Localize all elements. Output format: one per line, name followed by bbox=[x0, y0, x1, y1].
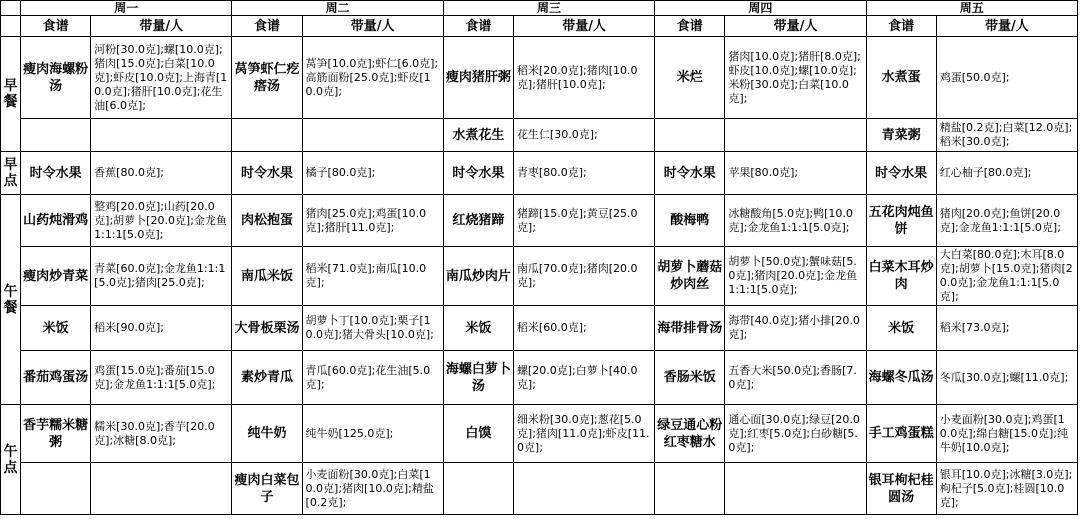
dish-amount: 整鸡[20.0克];山药[20.0克];胡萝卜[20.0克];金龙鱼1:1:1[5.0克]; bbox=[91, 195, 232, 247]
dish-header: 食谱 bbox=[21, 16, 91, 37]
dish-amount bbox=[725, 119, 866, 152]
period-label: 早 bbox=[3, 78, 18, 94]
period-label: 餐 bbox=[3, 94, 18, 110]
amount-header: 带量/人 bbox=[302, 16, 443, 37]
dish-amount: 胡萝卜丁[10.0克];栗子[10.0克];猪大骨头[10.0克]; bbox=[302, 306, 443, 351]
day-wednesday: 周三 bbox=[443, 1, 654, 16]
dish-amount: 青瓜[60.0克];花生油[5.0克]; bbox=[302, 351, 443, 405]
dish-name bbox=[21, 119, 91, 152]
dish-amount: 通心面[30.0克];绿豆[20.0克];红枣[5.0克];白砂糖[5.0克]; bbox=[725, 405, 866, 463]
dish-name: 红烧猪蹄 bbox=[443, 195, 513, 247]
dish-name: 时令水果 bbox=[655, 152, 725, 195]
dish-name: 瘦肉白菜包子 bbox=[232, 463, 302, 515]
dish-amount: 螺[20.0克];白萝卜[40.0克]; bbox=[513, 351, 654, 405]
dish-name: 米饭 bbox=[21, 306, 91, 351]
period-label: 午 bbox=[3, 283, 18, 300]
dish-amount: 青枣[80.0克]; bbox=[513, 152, 654, 195]
dish-amount: 猪肉[20.0克];鱼饼[20.0克];金龙鱼1:1:1[5.0克]; bbox=[936, 195, 1077, 247]
column-header-row bbox=[1, 16, 1078, 37]
amount-header: 带量/人 bbox=[513, 16, 654, 37]
dish-amount: 莴笋[10.0克];虾仁[6.0克];高筋面粉[25.0克];虾皮[10.0克]; bbox=[302, 37, 443, 119]
dish-header: 食谱 bbox=[443, 16, 513, 37]
dish-amount: 冬瓜[30.0克];螺[11.0克]; bbox=[936, 351, 1077, 405]
dish-amount: 鸡蛋[15.0克];番茄[15.0克];金龙鱼1:1:1[5.0克]; bbox=[91, 351, 232, 405]
period-morning-snack bbox=[1, 152, 21, 195]
dish-name: 手工鸡蛋糕 bbox=[866, 405, 936, 463]
dish-name: 山药炖滑鸡 bbox=[21, 195, 91, 247]
dish-name: 米烂 bbox=[655, 37, 725, 119]
dish-name bbox=[21, 463, 91, 515]
dish-amount: 稻米[73.0克]; bbox=[936, 306, 1077, 351]
dish-amount: 稻米[20.0克];猪肉[10.0克];猪肝[10.0克]; bbox=[513, 37, 654, 119]
dish-name: 时令水果 bbox=[443, 152, 513, 195]
corner-cell bbox=[1, 1, 21, 16]
dish-name: 白馍 bbox=[443, 405, 513, 463]
period-afternoon-snack bbox=[1, 405, 21, 515]
dish-amount: 纯牛奶[125.0克]; bbox=[302, 405, 443, 463]
dish-amount: 稻米[90.0克]; bbox=[91, 306, 232, 351]
dish-name: 瘦肉猪肝粥 bbox=[443, 37, 513, 119]
dish-amount: 五香大米[50.0克];香肠[7.0克]; bbox=[725, 351, 866, 405]
dish-amount: 橘子[80.0克]; bbox=[302, 152, 443, 195]
amount-header: 带量/人 bbox=[91, 16, 232, 37]
dish-name: 南瓜炒肉片 bbox=[443, 247, 513, 306]
dish-amount: 细米粉[30.0克];葱花[5.0克];猪肉[11.0克];虾皮[11.0克]; bbox=[513, 405, 654, 463]
day-tuesday: 周二 bbox=[232, 1, 443, 16]
dish-amount: 鸡蛋[50.0克]; bbox=[936, 37, 1077, 119]
dish-name: 海带排骨汤 bbox=[655, 306, 725, 351]
dish-name: 南瓜米饭 bbox=[232, 247, 302, 306]
dish-amount: 银耳[10.0克];冰糖[3.0克];枸杞子[5.0克];桂圆[10.0克]; bbox=[936, 463, 1077, 515]
dish-name bbox=[443, 463, 513, 515]
dish-amount: 香蕉[80.0克]; bbox=[91, 152, 232, 195]
dish-amount: 小麦面粉[30.0克];白菜[10.0克];猪肉[10.0克];精盐[0.2克]; bbox=[302, 463, 443, 515]
dish-amount: 冰糖酸角[5.0克];鸭[10.0克];金龙鱼1:1:1[5.0克]; bbox=[725, 195, 866, 247]
dish-name: 时令水果 bbox=[866, 152, 936, 195]
table-row bbox=[1, 152, 1078, 195]
dish-amount: 猪蹄[15.0克];黄豆[25.0克]; bbox=[513, 195, 654, 247]
table-row bbox=[1, 247, 1078, 306]
amount-header: 带量/人 bbox=[725, 16, 866, 37]
dish-amount bbox=[725, 463, 866, 515]
dish-name: 绿豆通心粉红枣糖水 bbox=[655, 405, 725, 463]
dish-name: 莴笋虾仁疙瘩汤 bbox=[232, 37, 302, 119]
table-row bbox=[1, 351, 1078, 405]
dish-name: 纯牛奶 bbox=[232, 405, 302, 463]
dish-amount: 花生仁[30.0克]; bbox=[513, 119, 654, 152]
dish-name: 番茄鸡蛋汤 bbox=[21, 351, 91, 405]
dish-amount: 猪肉[10.0克];猪肝[8.0克];虾皮[10.0克];螺[10.0克];米粉[30.0克];白菜[10.0克]; bbox=[725, 37, 866, 119]
dish-amount: 小麦面粉[30.0克];鸡蛋[10.0克];绵白糖[15.0克];纯牛奶[10.0克]; bbox=[936, 405, 1077, 463]
dish-amount: 稻米[60.0克]; bbox=[513, 306, 654, 351]
corner-cell bbox=[1, 16, 21, 37]
dish-name: 五花肉炖鱼饼 bbox=[866, 195, 936, 247]
day-thursday: 周四 bbox=[655, 1, 866, 16]
period-label: 早 bbox=[3, 157, 18, 173]
period-label: 餐 bbox=[3, 299, 18, 316]
period-label: 点 bbox=[3, 459, 18, 476]
dish-name: 白菜木耳炒肉 bbox=[866, 247, 936, 306]
dish-amount: 南瓜[70.0克];猪肉[20.0克]; bbox=[513, 247, 654, 306]
dish-name bbox=[232, 119, 302, 152]
dish-name: 胡萝卜蘑菇炒肉丝 bbox=[655, 247, 725, 306]
dish-name: 肉松抱蛋 bbox=[232, 195, 302, 247]
dish-header: 食谱 bbox=[866, 16, 936, 37]
dish-amount: 河粉[30.0克];螺[10.0克];猪肉[15.0克];白菜[10.0克];虾皮[10.0克];上海青[10.0克];猪肝[10.0克];花生油[6.0克]; bbox=[91, 37, 232, 119]
dish-amount bbox=[91, 119, 232, 152]
dish-name: 米饭 bbox=[443, 306, 513, 351]
dish-name: 瘦肉炒青菜 bbox=[21, 247, 91, 306]
dish-name: 香芋糯米糖粥 bbox=[21, 405, 91, 463]
day-monday: 周一 bbox=[21, 1, 232, 16]
table-row bbox=[1, 306, 1078, 351]
period-breakfast bbox=[1, 37, 21, 152]
dish-amount: 糯米[30.0克];香芋[20.0克];冰糖[8.0克]; bbox=[91, 405, 232, 463]
table-row bbox=[1, 195, 1078, 247]
dish-amount: 大白菜[80.0克];木耳[8.0克];胡萝卜[15.0克];猪肉[20.0克];金龙鱼1:1:1[5.0克]; bbox=[936, 247, 1077, 306]
dish-amount bbox=[91, 463, 232, 515]
dish-amount: 精盐[0.2克];白菜[12.0克];稻米[30.0克]; bbox=[936, 119, 1077, 152]
dish-name: 水煮花生 bbox=[443, 119, 513, 152]
dish-name: 米饭 bbox=[866, 306, 936, 351]
dish-amount: 猪肉[25.0克];鸡蛋[10.0克];猪肝[11.0克]; bbox=[302, 195, 443, 247]
dish-amount: 红心柚子[80.0克]; bbox=[936, 152, 1077, 195]
dish-amount: 稻米[71.0克];南瓜[10.0克]; bbox=[302, 247, 443, 306]
dish-amount: 海带[40.0克];猪小排[20.0克]; bbox=[725, 306, 866, 351]
dish-name: 瘦肉海螺粉汤 bbox=[21, 37, 91, 119]
dish-name: 银耳枸杞桂圆汤 bbox=[866, 463, 936, 515]
dish-amount bbox=[513, 463, 654, 515]
period-lunch bbox=[1, 195, 21, 405]
dish-amount: 青菜[60.0克];金龙鱼1:1:1[5.0克];猪肉[25.0克]; bbox=[91, 247, 232, 306]
dish-name: 海螺白萝卜汤 bbox=[443, 351, 513, 405]
dish-name: 素炒青瓜 bbox=[232, 351, 302, 405]
period-label: 午 bbox=[3, 443, 18, 460]
day-friday: 周五 bbox=[866, 1, 1077, 16]
dish-amount bbox=[302, 119, 443, 152]
dish-header: 食谱 bbox=[232, 16, 302, 37]
table-row bbox=[1, 37, 1078, 119]
dish-name: 香肠米饭 bbox=[655, 351, 725, 405]
day-header-row bbox=[1, 1, 1078, 16]
table-row bbox=[1, 463, 1078, 515]
dish-name bbox=[655, 119, 725, 152]
dish-name bbox=[655, 463, 725, 515]
dish-name: 时令水果 bbox=[232, 152, 302, 195]
dish-name: 大骨板栗汤 bbox=[232, 306, 302, 351]
dish-name: 酸梅鸭 bbox=[655, 195, 725, 247]
amount-header: 带量/人 bbox=[936, 16, 1077, 37]
dish-amount: 胡萝卜[50.0克];蟹味菇[5.0克];猪肉[20.0克];金龙鱼1:1:1[5.0克]; bbox=[725, 247, 866, 306]
table-row bbox=[1, 405, 1078, 463]
table-row bbox=[1, 119, 1078, 152]
dish-name: 时令水果 bbox=[21, 152, 91, 195]
dish-name: 海螺冬瓜汤 bbox=[866, 351, 936, 405]
period-label: 点 bbox=[3, 173, 18, 189]
dish-amount: 苹果[80.0克]; bbox=[725, 152, 866, 195]
dish-header: 食谱 bbox=[655, 16, 725, 37]
dish-name: 青菜粥 bbox=[866, 119, 936, 152]
dish-name: 水煮蛋 bbox=[866, 37, 936, 119]
